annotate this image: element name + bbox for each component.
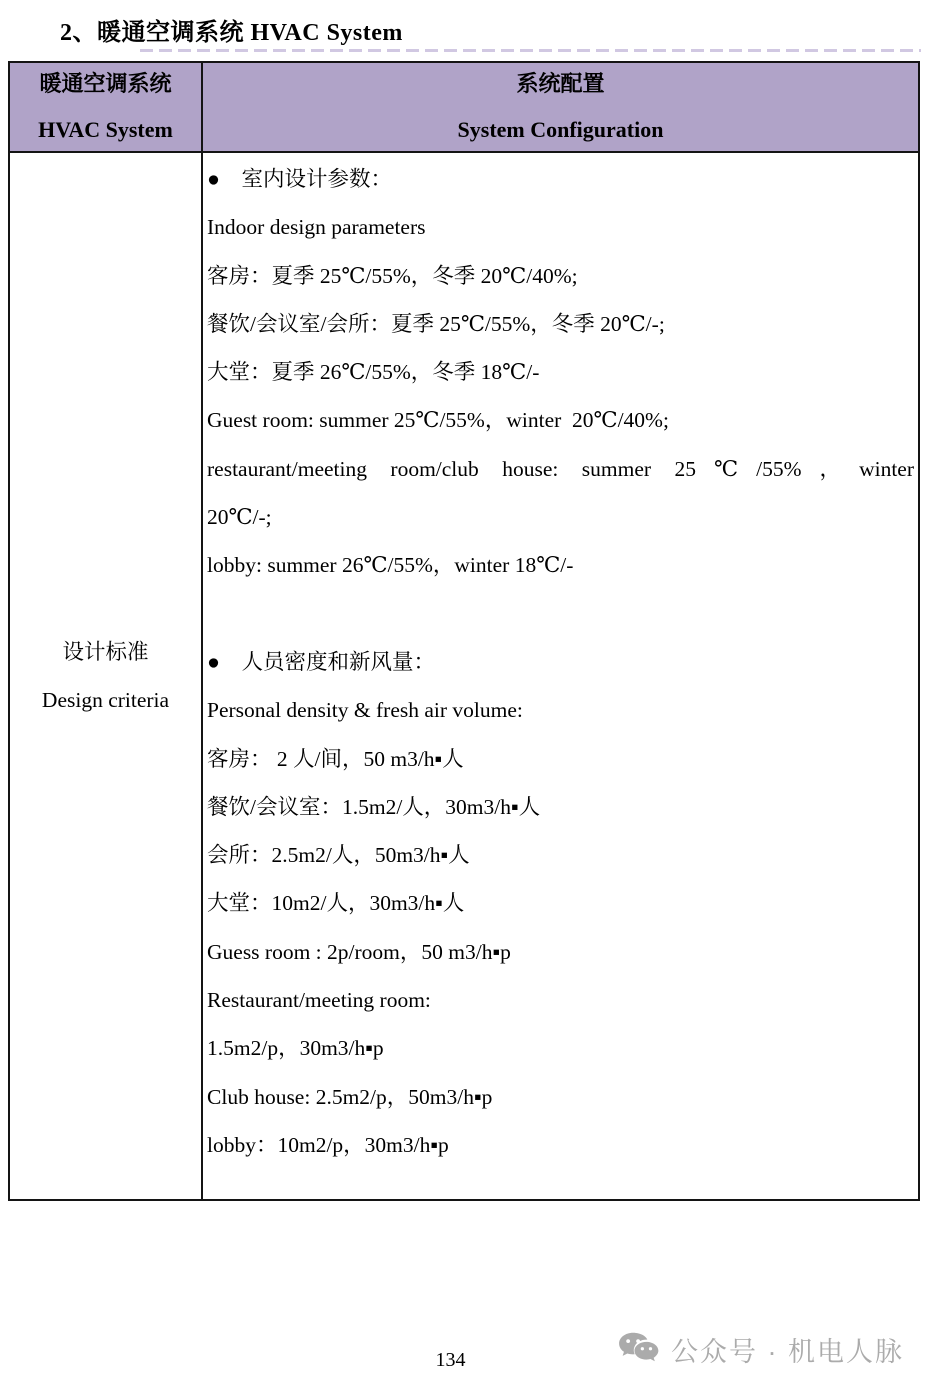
config-line: Club house: 2.5m2/p，50m3/h▪p xyxy=(207,1084,493,1109)
scan-artifact-line xyxy=(140,49,921,52)
header-hvac-en: HVAC System xyxy=(38,117,173,142)
config-line: Personal density & fresh air volume: xyxy=(207,698,523,723)
watermark xyxy=(617,1330,904,1369)
design-criteria-cell xyxy=(10,153,203,1199)
page-title: 2、暖通空调系统 HVAC System xyxy=(60,20,403,46)
config-line-bullet-indoor-params: ● 室内设计参数： xyxy=(207,167,392,191)
page-number: 134 xyxy=(435,1349,466,1371)
config-line: Restaurant/meeting room: xyxy=(207,988,431,1013)
config-line: Guess room : 2p/room，50 m3/h▪p xyxy=(207,939,511,964)
config-line: Guest room: summer 25℃/55%，winter 20℃/40%; xyxy=(207,408,669,433)
config-line: 大堂：10m2/人，30m3/h▪人 xyxy=(207,891,465,916)
config-line: Indoor design parameters xyxy=(207,215,426,240)
system-configuration-cell xyxy=(203,153,918,1199)
config-line: restaurant/meeting room/club house: summer 25℃/55%，winter xyxy=(207,456,914,481)
header-hvac-zh: 暖通空调系统 xyxy=(39,71,172,96)
hvac-spec-table xyxy=(8,61,920,1201)
config-line: 会所：2.5m2/人，50m3/h▪人 xyxy=(207,843,470,868)
config-line: 20℃/-; xyxy=(207,505,272,530)
config-line: 餐饮/会议室/会所：夏季 25℃/55%，冬季 20℃/-; xyxy=(207,311,665,336)
table-header-hvac-system xyxy=(10,63,203,153)
config-line: 客房：夏季 25℃/55%，冬季 20℃/40%; xyxy=(207,263,578,288)
wechat-icon xyxy=(617,1331,661,1369)
config-line: lobby：10m2/p，30m3/h▪p xyxy=(207,1132,449,1157)
config-line: 餐饮/会议室：1.5m2/人，30m3/h▪人 xyxy=(207,794,541,819)
config-line-bullet-density: ● 人员密度和新风量： xyxy=(207,649,435,674)
table-header-system-configuration xyxy=(203,63,918,153)
config-line: 1.5m2/p，30m3/h▪p xyxy=(207,1036,384,1061)
header-config-en: System Configuration xyxy=(457,117,664,142)
header-config-zh: 系统配置 xyxy=(516,71,605,96)
config-line: lobby: summer 26℃/55%，winter 18℃/- xyxy=(207,553,574,578)
config-line: 大堂：夏季 26℃/55%，冬季 18℃/- xyxy=(207,360,540,385)
config-line: 客房： 2 人/间，50 m3/h▪人 xyxy=(207,746,464,771)
watermark-label: 公众号 · 机电人脉 xyxy=(671,1337,904,1367)
design-criteria-zh: 设计标准 xyxy=(62,639,149,664)
design-criteria-en: Design criteria xyxy=(41,688,170,712)
config-line-blank xyxy=(207,590,914,638)
